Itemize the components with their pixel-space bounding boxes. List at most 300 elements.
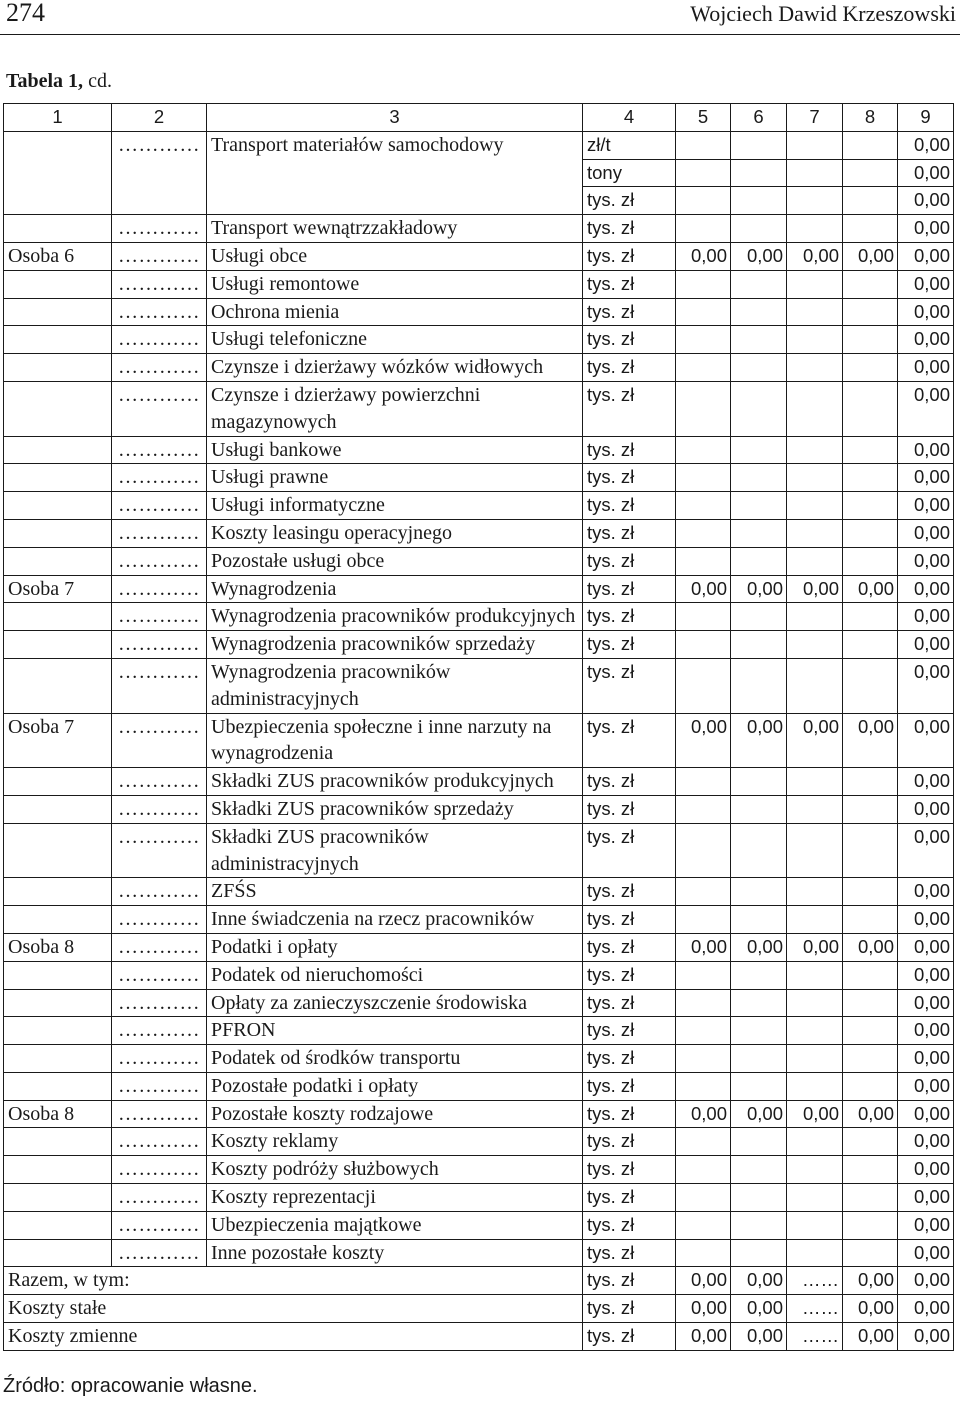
group-cell [4,547,112,575]
value-cell [787,547,843,575]
group-cell: Osoba 7 [4,713,112,768]
group-cell [4,1184,112,1212]
value-cell: 0,00 [898,1100,954,1128]
value-cell [676,878,731,906]
placeholder-cell: ………… [112,603,207,631]
group-cell [4,768,112,796]
value-cell [787,187,843,215]
cost-item-cell: Usługi bankowe [207,436,583,464]
table-row [4,1072,954,1100]
value-cell: 0,00 [898,1017,954,1045]
column-number-7: 7 [787,104,843,132]
cost-item-cell: Koszty reprezentacji [207,1184,583,1212]
placeholder-cell: ………… [112,768,207,796]
value-cell [676,436,731,464]
value-cell: 0,00 [731,1295,787,1323]
column-number-5: 5 [676,104,731,132]
cost-table [3,103,954,1351]
value-cell [676,658,731,713]
value-cell: 0,00 [898,1323,954,1351]
value-cell: 0,00 [898,242,954,270]
group-cell [4,795,112,823]
table-row [4,878,954,906]
unit-cell: tys. zł [583,795,676,823]
value-cell: 0,00 [898,1184,954,1212]
table-row [4,187,954,215]
value-cell [731,823,787,878]
value-cell [676,823,731,878]
value-cell: 0,00 [898,713,954,768]
unit-cell: tys. zł [583,1323,676,1351]
value-cell [843,823,898,878]
placeholder-cell: ………… [112,131,207,159]
unit-cell: tys. zł [583,1100,676,1128]
table-row [4,1100,954,1128]
cost-item-cell: Podatek od środków transportu [207,1045,583,1073]
group-cell [4,658,112,713]
value-cell: 0,00 [898,768,954,796]
value-cell [731,1017,787,1045]
value-cell [731,547,787,575]
value-cell: 0,00 [898,823,954,878]
table-row [4,242,954,270]
cost-item-cell: Ubezpieczenia społeczne i inne narzuty na wynagrodzenia [207,713,583,768]
value-cell [676,354,731,382]
placeholder-cell: ………… [112,823,207,878]
value-cell: 0,00 [676,713,731,768]
value-cell [843,215,898,243]
cost-item-cell: Koszty reklamy [207,1128,583,1156]
unit-cell: tys. zł [583,547,676,575]
group-cell [4,1128,112,1156]
value-cell [787,1128,843,1156]
cost-item-cell: Wynagrodzenia pracowników administracyjnych [207,658,583,713]
unit-cell: tys. zł [583,989,676,1017]
cost-item-cell: Ochrona mienia [207,298,583,326]
value-cell [843,1017,898,1045]
value-cell [843,519,898,547]
value-cell [676,1211,731,1239]
value-cell [731,354,787,382]
value-cell [731,131,787,159]
table-row [4,795,954,823]
value-cell [787,298,843,326]
table-row [4,1045,954,1073]
value-cell [843,492,898,520]
value-cell [676,381,731,436]
value-cell [731,989,787,1017]
value-cell [787,961,843,989]
unit-cell: tys. zł [583,464,676,492]
table-row [4,768,954,796]
value-cell [676,989,731,1017]
group-cell [4,381,112,436]
value-cell [843,381,898,436]
table-body [4,104,954,1351]
cost-item-cell: Składki ZUS pracowników produkcyjnych [207,768,583,796]
unit-cell: tys. zł [583,878,676,906]
value-cell [843,1211,898,1239]
cost-item-cell: Inne świadczenia na rzecz pracowników [207,906,583,934]
table-row [4,1239,954,1267]
placeholder-cell: ………… [112,1100,207,1128]
placeholder-cell: ………… [112,1184,207,1212]
placeholder-cell: ………… [112,436,207,464]
placeholder-cell: ………… [112,547,207,575]
cost-item-cell: Składki ZUS pracowników sprzedaży [207,795,583,823]
value-cell [731,603,787,631]
unit-cell: tys. zł [583,1128,676,1156]
value-cell [676,603,731,631]
value-cell: 0,00 [898,547,954,575]
cost-item-cell: Podatek od nieruchomości [207,961,583,989]
value-cell: 0,00 [843,1100,898,1128]
table-row [4,464,954,492]
group-cell: Osoba 8 [4,933,112,961]
group-cell [4,1211,112,1239]
group-cell: Osoba 7 [4,575,112,603]
value-cell: 0,00 [898,906,954,934]
value-cell [731,1045,787,1073]
group-cell [4,1072,112,1100]
cost-item-cell: Wynagrodzenia pracowników sprzedaży [207,631,583,659]
value-cell: 0,00 [898,878,954,906]
value-cell [731,381,787,436]
value-cell [787,354,843,382]
value-cell [676,464,731,492]
summary-row [4,1323,954,1351]
value-cell [676,131,731,159]
value-cell [676,159,731,187]
table-row [4,933,954,961]
value-cell: 0,00 [898,298,954,326]
group-cell [4,989,112,1017]
value-cell [676,519,731,547]
value-cell [843,436,898,464]
table-row [4,961,954,989]
value-cell [787,658,843,713]
table-caption-suffix: cd. [83,70,112,92]
value-cell: 0,00 [731,575,787,603]
value-cell: 0,00 [898,492,954,520]
group-cell [4,603,112,631]
unit-cell: tys. zł [583,768,676,796]
table-row [4,436,954,464]
cost-item-cell: Czynsze i dzierżawy powierzchni magazynowych [207,381,583,436]
summary-label-cell: Razem, w tym: [4,1267,583,1295]
unit-cell: tys. zł [583,1211,676,1239]
group-cell [4,1239,112,1267]
value-cell [787,603,843,631]
placeholder-cell: ………… [112,989,207,1017]
value-cell: 0,00 [898,1045,954,1073]
placeholder-cell: ………… [112,270,207,298]
value-cell [731,961,787,989]
value-cell: 0,00 [898,464,954,492]
value-cell [787,795,843,823]
value-cell: 0,00 [898,1128,954,1156]
table-row [4,989,954,1017]
table-row [4,492,954,520]
value-cell: 0,00 [898,131,954,159]
value-cell: 0,00 [731,1323,787,1351]
value-cell [731,1211,787,1239]
group-cell [4,270,112,298]
unit-cell: tys. zł [583,1267,676,1295]
table-row [4,1128,954,1156]
value-cell [787,215,843,243]
placeholder-cell: ………… [112,906,207,934]
value-cell: 0,00 [898,658,954,713]
page-header [0,0,960,35]
placeholder-cell: ………… [112,242,207,270]
value-cell [731,519,787,547]
table-row [4,381,954,436]
value-cell: 0,00 [898,436,954,464]
group-cell [4,906,112,934]
value-cell [731,1184,787,1212]
value-cell: 0,00 [843,1267,898,1295]
value-cell: 0,00 [898,159,954,187]
value-cell [676,215,731,243]
value-cell: 0,00 [898,1295,954,1323]
unit-cell: tys. zł [583,215,676,243]
source-note: Źródło: opracowanie własne. [3,1375,258,1397]
unit-cell: tys. zł [583,658,676,713]
group-cell [4,187,112,215]
cost-item-cell: Usługi informatyczne [207,492,583,520]
value-cell [843,1184,898,1212]
value-cell [843,187,898,215]
group-cell [4,878,112,906]
group-cell [4,159,112,187]
value-cell: 0,00 [898,989,954,1017]
column-number-4: 4 [583,104,676,132]
group-cell: Osoba 6 [4,242,112,270]
table-row [4,658,954,713]
page-number: 274 [6,0,45,27]
group-cell [4,326,112,354]
unit-cell: tys. zł [583,519,676,547]
unit-cell: tys. zł [583,1045,676,1073]
table-row [4,1211,954,1239]
value-cell [787,768,843,796]
value-cell: 0,00 [898,215,954,243]
value-cell: …… [787,1267,843,1295]
value-cell [843,961,898,989]
value-cell [731,658,787,713]
value-cell [787,989,843,1017]
value-cell [843,326,898,354]
table-row [4,519,954,547]
value-cell [843,1156,898,1184]
unit-cell: tys. zł [583,603,676,631]
value-cell [731,1156,787,1184]
column-number-9: 9 [898,104,954,132]
table-row [4,159,954,187]
value-cell: 0,00 [898,519,954,547]
value-cell [676,1184,731,1212]
value-cell: 0,00 [731,242,787,270]
cost-item-cell: Usługi remontowe [207,270,583,298]
value-cell [787,631,843,659]
value-cell [676,961,731,989]
value-cell [731,795,787,823]
value-cell: …… [787,1323,843,1351]
table-row [4,547,954,575]
unit-cell: tys. zł [583,326,676,354]
cost-item-cell: Usługi telefoniczne [207,326,583,354]
value-cell: 0,00 [731,1100,787,1128]
value-cell [676,1128,731,1156]
value-cell [843,989,898,1017]
value-cell: 0,00 [731,1267,787,1295]
value-cell [731,436,787,464]
cost-item-cell: Wynagrodzenia pracowników produkcyjnych [207,603,583,631]
value-cell [676,1072,731,1100]
value-cell: 0,00 [843,1323,898,1351]
placeholder-cell: ………… [112,326,207,354]
value-cell: 0,00 [898,354,954,382]
group-cell [4,1045,112,1073]
value-cell: 0,00 [843,933,898,961]
cost-item-cell: Wynagrodzenia [207,575,583,603]
value-cell [843,270,898,298]
value-cell [676,1156,731,1184]
cost-item-cell: Usługi obce [207,242,583,270]
value-cell [787,878,843,906]
summary-row [4,1295,954,1323]
value-cell [676,768,731,796]
group-cell [4,215,112,243]
table-header-row [4,104,954,132]
cost-item-cell: Usługi prawne [207,464,583,492]
value-cell: 0,00 [676,575,731,603]
table-row [4,1017,954,1045]
cost-item-cell [207,187,583,215]
value-cell [787,326,843,354]
unit-cell: tys. zł [583,187,676,215]
value-cell: 0,00 [898,961,954,989]
value-cell: 0,00 [898,1239,954,1267]
value-cell: 0,00 [676,1267,731,1295]
unit-cell: tys. zł [583,575,676,603]
cost-item-cell: Transport wewnątrzzakładowy [207,215,583,243]
table-row [4,603,954,631]
placeholder-cell: ………… [112,1239,207,1267]
value-cell [676,270,731,298]
value-cell [787,131,843,159]
cost-item-cell: ZFŚS [207,878,583,906]
value-cell: 0,00 [898,1267,954,1295]
value-cell: 0,00 [898,270,954,298]
value-cell [731,1239,787,1267]
placeholder-cell: ………… [112,1156,207,1184]
unit-cell: tys. zł [583,1072,676,1100]
value-cell [676,492,731,520]
column-number-3: 3 [207,104,583,132]
value-cell: 0,00 [898,1072,954,1100]
placeholder-cell: ………… [112,713,207,768]
placeholder-cell [112,159,207,187]
value-cell: 0,00 [898,575,954,603]
unit-cell: tys. zł [583,270,676,298]
value-cell [731,631,787,659]
value-cell: 0,00 [731,713,787,768]
placeholder-cell: ………… [112,658,207,713]
unit-cell: tys. zł [583,298,676,326]
placeholder-cell: ………… [112,1017,207,1045]
unit-cell: tys. zł [583,242,676,270]
table-row [4,298,954,326]
value-cell [843,547,898,575]
value-cell: 0,00 [898,933,954,961]
value-cell [676,547,731,575]
value-cell: …… [787,1295,843,1323]
cost-item-cell: Opłaty za zanieczyszczenie środowiska [207,989,583,1017]
value-cell [676,326,731,354]
value-cell: 0,00 [676,242,731,270]
table-row [4,354,954,382]
value-cell [843,1239,898,1267]
unit-cell: tony [583,159,676,187]
placeholder-cell: ………… [112,1072,207,1100]
placeholder-cell: ………… [112,1045,207,1073]
unit-cell: tys. zł [583,436,676,464]
placeholder-cell: ………… [112,933,207,961]
value-cell [731,1072,787,1100]
group-cell [4,1017,112,1045]
value-cell: 0,00 [787,575,843,603]
unit-cell: tys. zł [583,1017,676,1045]
value-cell [843,298,898,326]
group-cell [4,823,112,878]
table-caption [6,68,112,94]
group-cell: Osoba 8 [4,1100,112,1128]
table-row [4,270,954,298]
value-cell [731,768,787,796]
value-cell [787,159,843,187]
value-cell [787,1156,843,1184]
value-cell [843,603,898,631]
cost-item-cell: Transport materiałów samochodowy [207,131,583,159]
running-head-author: Wojciech Dawid Krzeszowski [690,1,956,26]
value-cell [787,270,843,298]
value-cell [843,658,898,713]
value-cell [731,1128,787,1156]
value-cell [731,326,787,354]
placeholder-cell: ………… [112,381,207,436]
placeholder-cell: ………… [112,354,207,382]
table-row [4,575,954,603]
value-cell: 0,00 [787,242,843,270]
value-cell [676,1239,731,1267]
value-cell [676,795,731,823]
value-cell [843,159,898,187]
group-cell [4,492,112,520]
value-cell [676,631,731,659]
value-cell [731,906,787,934]
table-row [4,906,954,934]
value-cell: 0,00 [898,187,954,215]
value-cell [731,187,787,215]
value-cell: 0,00 [787,1100,843,1128]
value-cell [676,906,731,934]
value-cell: 0,00 [843,575,898,603]
value-cell [843,878,898,906]
value-cell [787,823,843,878]
cost-item-cell: Składki ZUS pracowników administracyjnych [207,823,583,878]
